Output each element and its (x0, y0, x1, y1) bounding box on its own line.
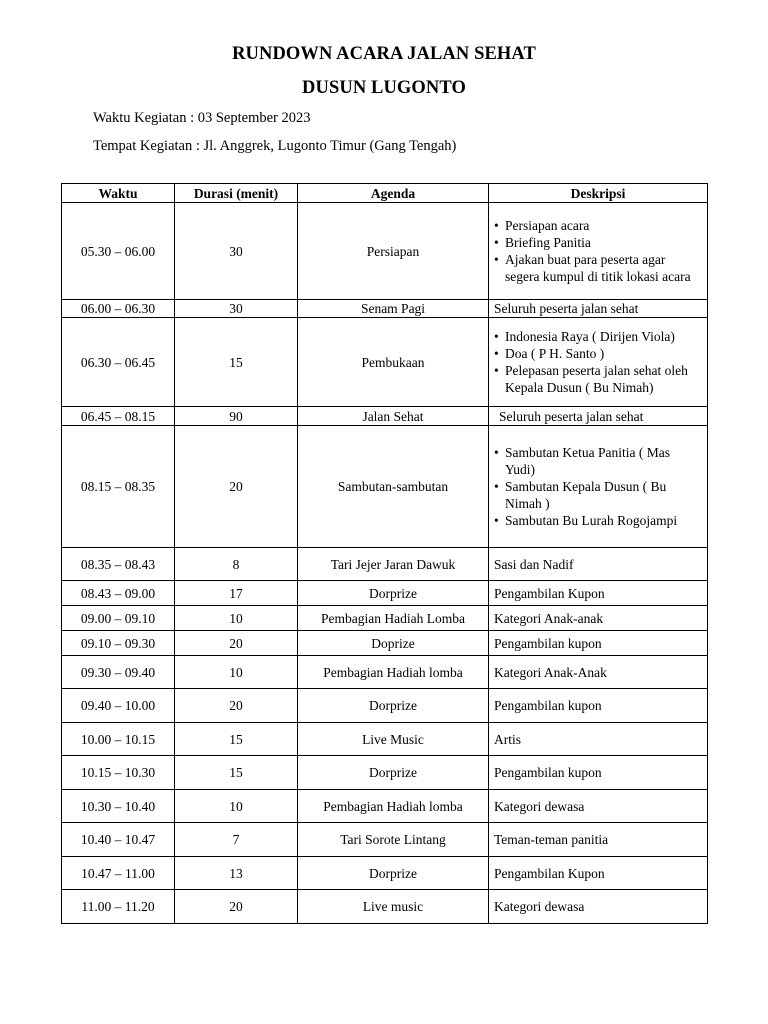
cell-waktu: 10.47 – 11.00 (62, 857, 175, 890)
table-header-row (62, 184, 708, 203)
cell-durasi: 90 (175, 407, 298, 426)
table-row (62, 790, 708, 823)
cell-waktu: 08.35 – 08.43 (62, 548, 175, 581)
bullet-item: • Ajakan buat para peserta agar segera kumpul di titik lokasi acara (494, 251, 702, 285)
table-row (62, 756, 708, 790)
cell-durasi: 8 (175, 548, 298, 581)
cell-deskripsi: Kategori Anak-Anak (489, 656, 708, 689)
cell-durasi: 7 (175, 823, 298, 857)
cell-agenda: Tari Jejer Jaran Dawuk (298, 548, 489, 581)
table-row (62, 890, 708, 924)
event-location: Tempat Kegiatan : Jl. Anggrek, Lugonto Timur (Gang Tengah) (93, 138, 457, 154)
cell-deskripsi: Kategori Anak-anak (489, 606, 708, 631)
cell-durasi: 13 (175, 857, 298, 890)
cell-agenda: Senam Pagi (298, 300, 489, 318)
cell-agenda: Tari Sorote Lintang (298, 823, 489, 857)
bullet-list (494, 217, 702, 285)
bullet-item: • Briefing Panitia (494, 234, 702, 251)
table-row (62, 723, 708, 756)
cell-durasi: 10 (175, 606, 298, 631)
cell-durasi: 30 (175, 203, 298, 300)
cell-waktu: 11.00 – 11.20 (62, 890, 175, 924)
event-date: Waktu Kegiatan : 03 September 2023 (93, 110, 311, 126)
table-row (62, 407, 708, 426)
cell-deskripsi: Seluruh peserta jalan sehat (489, 300, 708, 318)
cell-deskripsi: Pengambilan kupon (489, 631, 708, 656)
cell-agenda: Dorprize (298, 581, 489, 606)
cell-waktu: 06.30 – 06.45 (62, 318, 175, 407)
cell-waktu: 06.00 – 06.30 (62, 300, 175, 318)
cell-agenda: Pembukaan (298, 318, 489, 407)
document-title: RUNDOWN ACARA JALAN SEHAT (232, 44, 536, 64)
cell-agenda: Pembagian Hadiah lomba (298, 790, 489, 823)
bullet-item: • Doa ( P H. Santo ) (494, 345, 702, 362)
cell-waktu: 10.30 – 10.40 (62, 790, 175, 823)
cell-waktu: 10.15 – 10.30 (62, 756, 175, 790)
header-deskripsi: Deskripsi (489, 184, 708, 203)
table-row (62, 581, 708, 606)
header-agenda: Agenda (298, 184, 489, 203)
cell-waktu: 09.40 – 10.00 (62, 689, 175, 723)
cell-waktu: 06.45 – 08.15 (62, 407, 175, 426)
cell-waktu: 10.40 – 10.47 (62, 823, 175, 857)
rundown-table (61, 183, 708, 924)
bullet-item: • Pelepasan peserta jalan sehat oleh Kepala Dusun ( Bu Nimah) (494, 362, 702, 396)
table-row (62, 689, 708, 723)
table-row (62, 656, 708, 689)
cell-durasi: 20 (175, 689, 298, 723)
cell-agenda: Doprize (298, 631, 489, 656)
cell-agenda: Persiapan (298, 203, 489, 300)
cell-agenda: Live Music (298, 723, 489, 756)
cell-deskripsi: Artis (489, 723, 708, 756)
cell-durasi: 10 (175, 656, 298, 689)
cell-deskripsi (489, 203, 708, 300)
document-subtitle: DUSUN LUGONTO (302, 78, 466, 98)
header-durasi: Durasi (menit) (175, 184, 298, 203)
table-row (62, 857, 708, 890)
cell-deskripsi: Seluruh peserta jalan sehat (489, 407, 708, 426)
table-row (62, 548, 708, 581)
bullet-list (494, 328, 702, 396)
cell-deskripsi: Kategori dewasa (489, 890, 708, 924)
cell-deskripsi: Teman-teman panitia (489, 823, 708, 857)
cell-durasi: 15 (175, 723, 298, 756)
cell-deskripsi (489, 318, 708, 407)
cell-agenda: Live music (298, 890, 489, 924)
bullet-item: • Sambutan Kepala Dusun ( Bu Nimah ) (494, 478, 702, 512)
cell-deskripsi: Pengambilan kupon (489, 689, 708, 723)
cell-durasi: 15 (175, 318, 298, 407)
table-row (62, 426, 708, 548)
cell-durasi: 20 (175, 631, 298, 656)
cell-durasi: 20 (175, 890, 298, 924)
cell-agenda: Jalan Sehat (298, 407, 489, 426)
cell-agenda: Dorprize (298, 857, 489, 890)
cell-deskripsi: Sasi dan Nadif (489, 548, 708, 581)
cell-waktu: 08.43 – 09.00 (62, 581, 175, 606)
bullet-item: • Indonesia Raya ( Dirijen Viola) (494, 328, 702, 345)
cell-durasi: 17 (175, 581, 298, 606)
cell-deskripsi: Kategori dewasa (489, 790, 708, 823)
table-row (62, 203, 708, 300)
cell-waktu: 09.10 – 09.30 (62, 631, 175, 656)
header-waktu: Waktu (62, 184, 175, 203)
cell-agenda: Dorprize (298, 756, 489, 790)
cell-agenda: Pembagian Hadiah Lomba (298, 606, 489, 631)
cell-waktu: 08.15 – 08.35 (62, 426, 175, 548)
table-row (62, 631, 708, 656)
cell-deskripsi (489, 426, 708, 548)
cell-durasi: 20 (175, 426, 298, 548)
cell-waktu: 09.00 – 09.10 (62, 606, 175, 631)
cell-durasi: 30 (175, 300, 298, 318)
cell-durasi: 15 (175, 756, 298, 790)
cell-deskripsi: Pengambilan Kupon (489, 857, 708, 890)
cell-agenda: Pembagian Hadiah lomba (298, 656, 489, 689)
cell-deskripsi: Pengambilan Kupon (489, 581, 708, 606)
bullet-item: • Sambutan Ketua Panitia ( Mas Yudi) (494, 444, 702, 478)
cell-agenda: Dorprize (298, 689, 489, 723)
cell-waktu: 10.00 – 10.15 (62, 723, 175, 756)
table-row (62, 300, 708, 318)
bullet-item: • Sambutan Bu Lurah Rogojampi (494, 512, 702, 529)
table-row (62, 606, 708, 631)
cell-waktu: 09.30 – 09.40 (62, 656, 175, 689)
bullet-item: • Persiapan acara (494, 217, 702, 234)
cell-deskripsi: Pengambilan kupon (489, 756, 708, 790)
bullet-list (494, 444, 702, 529)
cell-agenda: Sambutan-sambutan (298, 426, 489, 548)
cell-durasi: 10 (175, 790, 298, 823)
cell-waktu: 05.30 – 06.00 (62, 203, 175, 300)
table-row (62, 823, 708, 857)
table-row (62, 318, 708, 407)
